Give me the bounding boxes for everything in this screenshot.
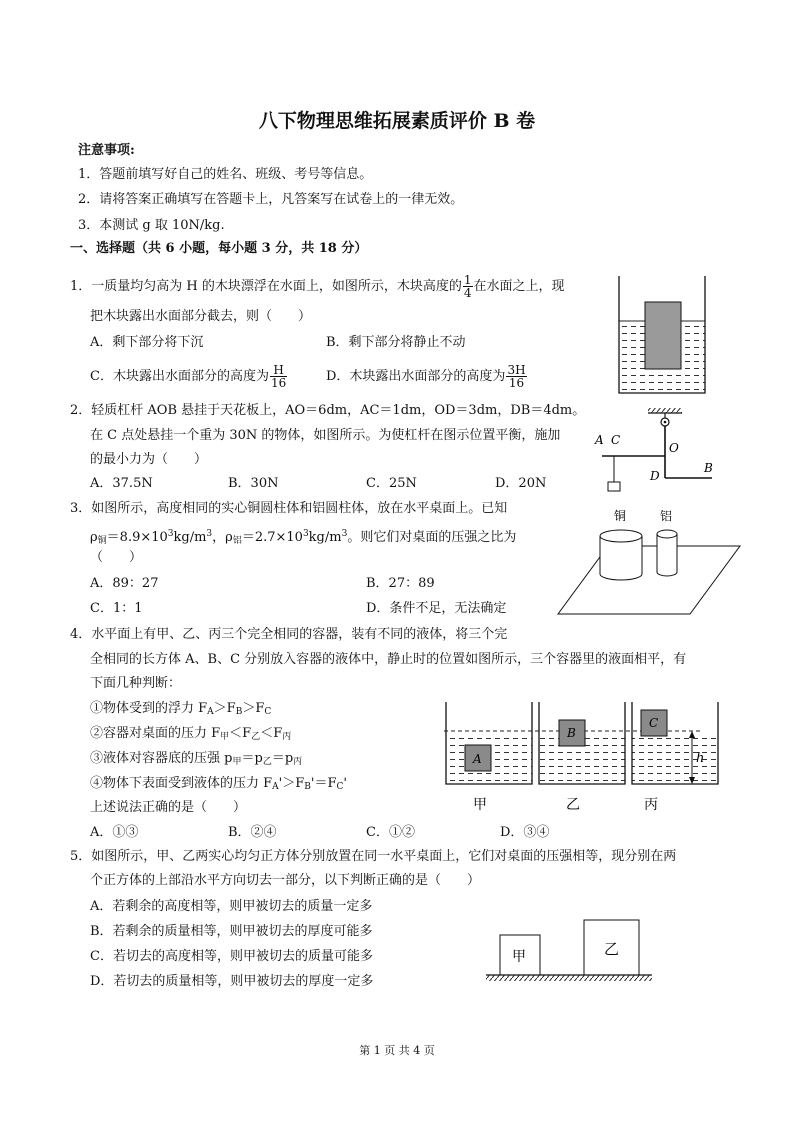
q4-judgement-2: ②容器对桌面的压力 $F_甲<F_乙<F_丙$ bbox=[90, 726, 292, 742]
note-item-1: 1．答题前填写好自己的姓名、班级、考号等信息。 bbox=[78, 167, 373, 182]
label-c: C bbox=[649, 716, 659, 730]
q5-option-c: C．若切去的高度相等，则甲被切去的质量可能多 bbox=[90, 949, 373, 964]
q4-option-a: A．①③ bbox=[90, 825, 139, 840]
label-b: B bbox=[567, 726, 576, 740]
q1-stem-c: 把木块露出水面部分截去，则（ ） bbox=[90, 309, 312, 324]
q4-stem-c: 下面几种判断： bbox=[90, 676, 182, 691]
q1-option-c-den: 16 bbox=[270, 376, 287, 390]
weight bbox=[608, 482, 620, 491]
label-bing: 丙 bbox=[644, 797, 658, 813]
q1-option-c bbox=[90, 364, 288, 389]
label-jia: 甲 bbox=[512, 949, 526, 965]
q5-stem-b: 个正方体的上部沿水平方向切去一部分，以下判断正确的是（ ） bbox=[90, 873, 481, 888]
q1-option-d-fraction bbox=[506, 364, 526, 389]
note-item-3: 3．本测试 g 取 10N/kg. bbox=[78, 218, 225, 233]
q1-option-d-den: 16 bbox=[508, 376, 525, 390]
q4-option-b: B．②④ bbox=[228, 825, 277, 840]
q4-ask: 上述说法正确的是（ ） bbox=[90, 800, 247, 815]
ceiling-hatch bbox=[648, 408, 682, 413]
label-aluminium: 铝 bbox=[660, 509, 673, 523]
q1-option-d bbox=[326, 364, 528, 389]
liquid-bing bbox=[632, 732, 718, 784]
q1-option-c-text: C．木块露出水面部分的高度为 bbox=[90, 369, 269, 384]
label-d: D bbox=[650, 469, 660, 483]
aluminium-cylinder bbox=[657, 534, 677, 576]
q2-option-a: A．37.5N bbox=[90, 476, 153, 491]
q1-stem-b: 在水面之上，现 bbox=[473, 279, 565, 294]
q2-figure bbox=[592, 400, 722, 496]
q1-option-d-text: D．木块露出水面部分的高度为 bbox=[326, 369, 506, 384]
wood-block bbox=[645, 302, 681, 369]
q1-stem bbox=[70, 274, 565, 299]
label-yi: 乙 bbox=[566, 797, 580, 813]
table-hatch bbox=[486, 975, 652, 981]
q3-density: $\rho_铜=8.9\times 10^3kg/m^3$，$\rho_铝=2.7\times 10^3kg/m^3$。则它们对桌面的压强之比为 bbox=[90, 529, 517, 546]
page-title: 八下物理思维拓展素质评价 B 卷 bbox=[258, 110, 536, 132]
q5-option-d: D．若切去的质量相等，则甲被切去的厚度一定多 bbox=[90, 974, 374, 989]
q2-option-c: C．25N bbox=[366, 476, 417, 491]
label-b: B bbox=[704, 461, 713, 475]
page-footer: 第 1 页 共 4 页 bbox=[359, 1044, 435, 1057]
note-item-2: 2．请将答案正确填写在答题卡上，凡答案写在试卷上的一律无效。 bbox=[78, 192, 464, 207]
q5-stem-a: 5．如图所示，甲、乙两实心均匀正方体分别放置在同一水平桌面上，它们对桌面的压强相等，现分别在两 bbox=[70, 849, 677, 864]
q4-option-d: D．③④ bbox=[500, 825, 550, 840]
label-a: A bbox=[595, 433, 604, 447]
label-o: O bbox=[669, 441, 679, 455]
q2-stem-a: 2．轻质杠杆 AOB 悬挂于天花板上，AO＝6dm，AC＝1dm，OD＝3dm，DB＝4dm。 bbox=[70, 403, 586, 418]
q4-stem-b: 全相同的长方体 A、B、C 分别放入容器的液体中，静止时的位置如图所示，三个容器里的液面相平，有 bbox=[90, 652, 687, 667]
q3-paren: （ ） bbox=[90, 550, 143, 565]
q3-option-b: B．27：89 bbox=[366, 576, 435, 591]
notes-heading: 注意事项: bbox=[78, 143, 135, 158]
q1-option-c-fraction bbox=[270, 364, 287, 389]
q3-option-c: C．1：1 bbox=[90, 601, 143, 616]
q3-figure bbox=[556, 500, 746, 618]
copper-cylinder bbox=[600, 536, 642, 580]
label-jia: 甲 bbox=[473, 797, 487, 813]
q5-option-a: A．若剩余的高度相等，则甲被切去的质量一定多 bbox=[90, 899, 373, 914]
q2-option-b: B．30N bbox=[228, 476, 279, 491]
q4-judgement-1: ①物体受到的浮力 $F_A>F_B>F_C$ bbox=[90, 701, 272, 717]
q3-option-a: A．89：27 bbox=[90, 576, 159, 591]
q2-stem-b: 在 C 点处悬挂一个重为 30N 的物体，如图所示。为使杠杆在图示位置平衡，施加 bbox=[90, 428, 561, 443]
q1-figure bbox=[612, 274, 712, 398]
q2-stem-c: 的最小力为（ ） bbox=[90, 452, 208, 467]
q1-stem-a: 1．一质量均匀高为 H 的木块漂浮在水面上，如图所示，木块高度的 bbox=[70, 279, 462, 294]
q4-option-c: C．①② bbox=[366, 825, 415, 840]
q4-figure bbox=[440, 700, 720, 820]
q2-option-d: D．20N bbox=[495, 476, 547, 491]
q1-fraction bbox=[463, 274, 473, 299]
table-surface bbox=[558, 546, 740, 614]
section-heading: 一、选择题（共 6 小题，每小题 3 分，共 18 分） bbox=[70, 241, 368, 256]
label-c: C bbox=[611, 433, 621, 447]
q4-judgement-3: ③液体对容器底的压强 $p_甲=p_乙=p_丙$ bbox=[90, 751, 303, 767]
q1-option-a: A．剩下部分将下沉 bbox=[90, 335, 204, 350]
label-a: A bbox=[473, 752, 482, 766]
q5-option-b: B．若剩余的质量相等，则甲被切去的厚度可能多 bbox=[90, 924, 373, 939]
label-copper: 铜 bbox=[614, 509, 627, 523]
q1-option-b: B．剩下部分将静止不动 bbox=[326, 335, 466, 350]
q1-option-d-num: 3H bbox=[507, 363, 526, 377]
q3-stem-a: 3．如图所示，高度相同的实心铜圆柱体和铝圆柱体，放在水平桌面上。已知 bbox=[70, 501, 508, 516]
q1-frac-den: 4 bbox=[463, 286, 472, 300]
q1-frac-num: 1 bbox=[463, 273, 472, 287]
q1-option-c-num: H bbox=[270, 364, 287, 377]
q4-stem-a: 4．水平面上有甲、乙、丙三个完全相同的容器，装有不同的液体，将三个完 bbox=[70, 627, 508, 642]
q3-option-d: D．条件不足，无法确定 bbox=[366, 601, 507, 616]
q5-figure bbox=[482, 912, 662, 986]
label-yi: 乙 bbox=[604, 940, 620, 958]
label-h: h bbox=[696, 751, 705, 766]
q4-judgement-4: ④物体下表面受到液体的压力 $F_A'>F_B'=F_C'$ bbox=[90, 776, 347, 792]
